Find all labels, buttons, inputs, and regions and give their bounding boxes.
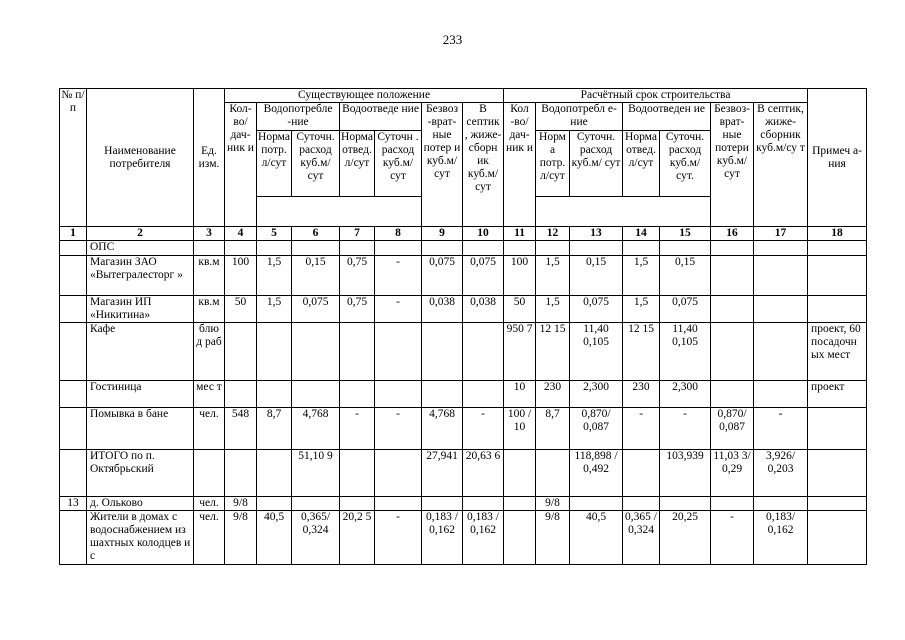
table-cell: 100 [504,256,536,296]
column-index: 18 [808,227,867,241]
table-cell: 0,365 / 0,324 [623,511,660,565]
table-cell [711,241,754,256]
header-name: Наименование потребителя [87,89,194,227]
table-cell: 11,03 3/ 0,29 [711,450,754,497]
table-cell: 12 15 [623,323,660,381]
table-cell: чел. [194,497,225,511]
table-cell: 9/8 [225,497,257,511]
column-index: 15 [660,227,711,241]
column-index-row [60,227,867,241]
header-daily-use: Суточн. расход куб.м/ сут [292,131,340,197]
table-cell [375,381,422,408]
table-cell [225,323,257,381]
table-cell [225,450,257,497]
table-cell: 230 [536,381,570,408]
header-irrevocable: Безвоз -врат- ные потер и куб.м/ сут [422,103,463,227]
table-cell [623,450,660,497]
table-cell: 12 15 [536,323,570,381]
table-cell: 11,40 0,105 [660,323,711,381]
table-cell: 100 [225,256,257,296]
table-row [60,450,867,497]
header-daily-use-2: Суточн. расход куб.м/ сут [570,131,623,197]
table-cell [808,241,867,256]
table-row [60,408,867,450]
column-index: 10 [463,227,504,241]
table-cell: 3,926/ 0,203 [754,450,808,497]
table-cell: 1,5 [623,296,660,323]
table-cell [711,497,754,511]
table-cell [754,256,808,296]
table-cell [422,497,463,511]
table-cell [808,296,867,323]
table-cell [375,241,422,256]
header-irrevocable-2: Безвоз- врат- ные потери куб.м/ сут [711,103,754,227]
header-count-2: Кол -во/ дач- ник и [504,103,536,227]
table-cell: 0,15 [292,256,340,296]
header-water-use-2: Водопотребл е-ние [536,103,623,131]
header-count: Кол- во/ дач- ник и [225,103,257,227]
table-row [60,256,867,296]
table-cell: 100 / 10 [504,408,536,450]
table-cell: д. Ольково [87,497,194,511]
column-index: 4 [225,227,257,241]
table-cell: 1,5 [257,296,292,323]
column-index: 11 [504,227,536,241]
table-cell [340,381,375,408]
table-cell: 8,7 [536,408,570,450]
table-cell: кв.м [194,296,225,323]
table-cell: 0,183 / 0,162 [422,511,463,565]
table-cell [60,256,87,296]
table-cell [463,323,504,381]
table-cell: чел. [194,408,225,450]
column-index: 5 [257,227,292,241]
table-cell [504,241,536,256]
table-cell [292,323,340,381]
table-cell [194,241,225,256]
table-cell [463,241,504,256]
table-cell: 50 [504,296,536,323]
table-cell: 118,898 / 0,492 [570,450,623,497]
header-norm-use-2: Норма потр. л/сут [536,131,570,197]
page-number: 233 [442,32,463,47]
header-septic-2: В септик, жиже- сборник куб.м/су т [754,103,808,227]
table-cell [375,497,422,511]
header-existing: Существующее положение [225,89,504,103]
table-cell [225,241,257,256]
header-norm-drain-2: Норма отвед. л/сут [623,131,660,197]
table-cell [754,241,808,256]
table-cell [60,241,87,256]
table-cell [808,511,867,565]
table-cell: 1,5 [257,256,292,296]
table-cell [623,241,660,256]
water-consumption-table [59,88,867,565]
table-cell [754,497,808,511]
table-cell: 4,768 [292,408,340,450]
header-unit: Ед. изм. [194,89,225,227]
table-cell: мес т [194,381,225,408]
column-index: 3 [194,227,225,241]
header-num: № п/п [60,89,87,227]
table-cell: 0,365/ 0,324 [292,511,340,565]
table-cell [422,241,463,256]
column-index: 14 [623,227,660,241]
table-cell: 9/8 [536,497,570,511]
table-cell: - [340,408,375,450]
header-water-use: Водопотребле -ние [257,103,340,131]
column-index: 13 [570,227,623,241]
table-cell: 4,768 [422,408,463,450]
header-daily-drain-2: Суточн. расход куб.м/ сут. [660,131,711,197]
table-cell [340,241,375,256]
table-cell [422,323,463,381]
table-cell: кв.м [194,256,225,296]
table-cell [504,497,536,511]
table-cell [194,450,225,497]
table-cell [340,323,375,381]
table-cell [60,408,87,450]
table-cell: - [754,408,808,450]
table-cell: 0,75 [340,256,375,296]
table-cell [257,323,292,381]
table-cell: 0,870/ 0,087 [570,408,623,450]
table-cell [463,497,504,511]
table-cell: 0,075 [292,296,340,323]
table-cell: 950 7 [504,323,536,381]
table-cell: проект, 60 посадочн ых мест [808,323,867,381]
table-cell: 0,038 [463,296,504,323]
table-cell: 0,75 [340,296,375,323]
table-cell [536,450,570,497]
table-cell [60,381,87,408]
table-cell: 40,5 [257,511,292,565]
table-cell: Гостиница [87,381,194,408]
column-index: 6 [292,227,340,241]
table-cell: 50 [225,296,257,323]
column-index: 8 [375,227,422,241]
table-cell [754,323,808,381]
table-cell: - [375,408,422,450]
table-cell: 0,183/ 0,162 [754,511,808,565]
table-cell [292,381,340,408]
table-cell: проект [808,381,867,408]
table-cell: - [463,408,504,450]
table-cell [623,497,660,511]
column-index: 7 [340,227,375,241]
table-cell [422,381,463,408]
table-cell: 0,15 [570,256,623,296]
table-row [60,511,867,565]
table-cell: 20,63 6 [463,450,504,497]
table-row [60,296,867,323]
table-cell [570,497,623,511]
table-cell: 0,075 [570,296,623,323]
table-cell [60,323,87,381]
table-cell: 0,075 [422,256,463,296]
table-cell: 9/8 [536,511,570,565]
table-cell [292,241,340,256]
table-cell [504,450,536,497]
column-index: 1 [60,227,87,241]
column-index: 12 [536,227,570,241]
table-cell: Помывка в бане [87,408,194,450]
table-cell: 40,5 [570,511,623,565]
table-cell: 103,939 [660,450,711,497]
table-cell: блю д раб [194,323,225,381]
table-cell [808,497,867,511]
table-cell: 1,5 [623,256,660,296]
table-cell: 0,183 / 0,162 [463,511,504,565]
table-cell [225,381,257,408]
table-cell: 548 [225,408,257,450]
column-index: 17 [754,227,808,241]
table-cell [257,450,292,497]
table-cell [754,381,808,408]
table-cell [340,497,375,511]
table-cell: 51,10 9 [292,450,340,497]
table-cell [375,323,422,381]
table-row [60,323,867,381]
table-cell [660,241,711,256]
table-cell: Жители в домах с водоснабжением из шахтных колодцев и с [87,511,194,565]
table-cell: 0,075 [660,296,711,323]
table-cell: 20,2 5 [340,511,375,565]
table-cell: - [711,511,754,565]
header-norm-drain: Норма отвед. л/сут [340,131,375,197]
table-cell: 230 [623,381,660,408]
header-daily-drain: Суточн . расход куб.м/ сут [375,131,422,197]
table-cell: 27,941 [422,450,463,497]
table-cell [257,497,292,511]
table-cell: - [623,408,660,450]
table-cell [808,256,867,296]
table-cell [711,323,754,381]
table-cell: Кафе [87,323,194,381]
table-cell [292,497,340,511]
table-cell [340,450,375,497]
table-row [60,497,867,511]
header-notes: Примеч а-ния [808,89,867,227]
table-cell: 2,300 [570,381,623,408]
header-drain-2: Водоотведен ие [623,103,711,131]
table-cell [504,511,536,565]
header-septic: В септик , жиже- сборн ик куб.м/ сут [463,103,504,227]
table-cell [808,408,867,450]
table-row [60,381,867,408]
table-cell: Магазин ИП «Никитина» [87,296,194,323]
table-cell [808,450,867,497]
table-cell [60,511,87,565]
table-cell: 2,300 [660,381,711,408]
header-norm-use: Норма потр. л/сут [257,131,292,197]
table-cell [60,450,87,497]
table-cell: 0,870/ 0,087 [711,408,754,450]
table-cell [570,241,623,256]
table-cell [711,381,754,408]
column-index: 9 [422,227,463,241]
table-cell: - [375,256,422,296]
table-cell [257,241,292,256]
header-drain: Водоотведе ние [340,103,422,131]
table-cell [536,241,570,256]
table-cell: 1,5 [536,296,570,323]
table-cell: 20,25 [660,511,711,565]
table-cell: 11,40 0,105 [570,323,623,381]
table-cell: 8,7 [257,408,292,450]
table-row [60,241,867,256]
table-cell: ИТОГО по п. Октябрьский [87,450,194,497]
table-cell: 0,038 [422,296,463,323]
table-cell [463,381,504,408]
table-cell: 1,5 [536,256,570,296]
table-cell: 10 [504,381,536,408]
table-cell: 0,075 [463,256,504,296]
table-cell: 9/8 [225,511,257,565]
table-cell: чел. [194,511,225,565]
table-cell [711,296,754,323]
table-cell: ОПС [87,241,194,256]
table-cell: 0,15 [660,256,711,296]
table-cell [60,296,87,323]
table-cell: - [375,511,422,565]
table-cell [257,381,292,408]
table-cell: - [375,296,422,323]
table-cell [660,497,711,511]
column-index: 2 [87,227,194,241]
table-cell: 13 [60,497,87,511]
table-cell [711,256,754,296]
header-projected: Расчётный срок строительства [504,89,808,103]
table-cell: - [660,408,711,450]
column-index: 16 [711,227,754,241]
table-cell [375,450,422,497]
table-cell: Магазин ЗАО «Вытегралесторг » [87,256,194,296]
table-cell [754,296,808,323]
